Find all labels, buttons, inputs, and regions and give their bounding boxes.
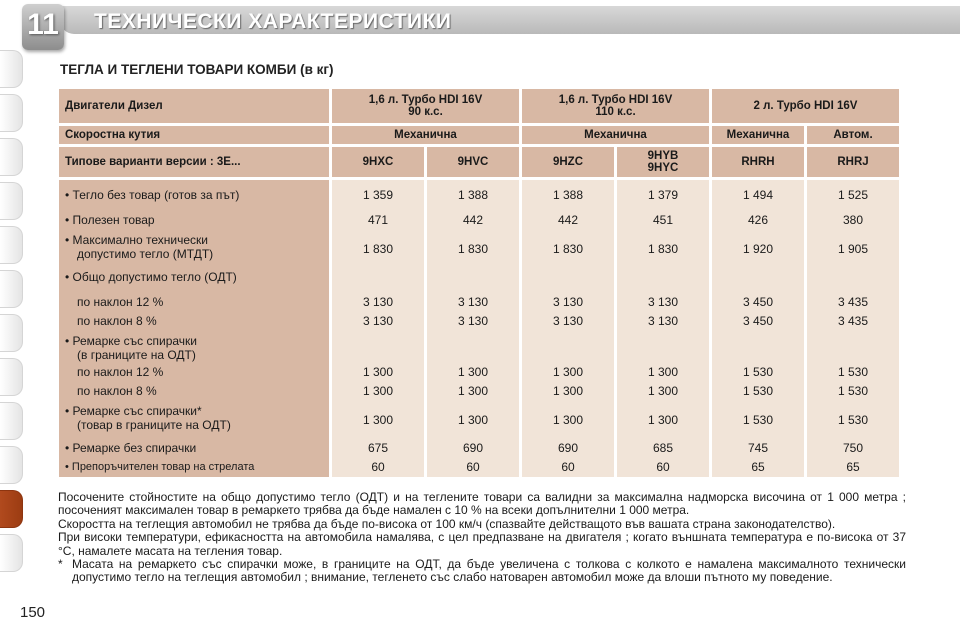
chapter-tab[interactable] bbox=[0, 50, 23, 88]
cell-value bbox=[617, 331, 709, 363]
cell-value bbox=[522, 331, 614, 363]
row-label: • Полезен товар bbox=[65, 213, 155, 227]
cell-value: 3 130 bbox=[647, 295, 679, 309]
footnote bbox=[58, 558, 906, 585]
chapter-tab[interactable] bbox=[0, 446, 23, 484]
value-column bbox=[712, 180, 804, 477]
engine-header: 1,6 л. Турбо HDI 16V 110 к.с. bbox=[522, 89, 709, 123]
value-column bbox=[332, 180, 424, 477]
cell-value: 1 530 bbox=[837, 413, 869, 427]
cell-value: 1 830 bbox=[362, 242, 394, 256]
cell-value: 1 920 bbox=[742, 242, 774, 256]
cell-value: 3 130 bbox=[647, 314, 679, 328]
cell-value: 426 bbox=[747, 213, 769, 227]
cell-value: 1 388 bbox=[457, 188, 489, 202]
cell-value: 1 379 bbox=[647, 188, 679, 202]
cell-value: 675 bbox=[367, 441, 389, 455]
cell-value: 60 bbox=[561, 460, 575, 474]
cell-value: 690 bbox=[557, 441, 579, 455]
row-label: по наклон 12 % bbox=[77, 365, 164, 379]
chapter-tab[interactable] bbox=[0, 534, 23, 572]
cell-value: 3 130 bbox=[457, 314, 489, 328]
cell-value: 1 300 bbox=[647, 365, 679, 379]
cell-value: 685 bbox=[652, 441, 674, 455]
footnote-text: Масата на ремаркето със спирачки може, в границите на ОДТ, да бъде увеличена с толкова с колкото е намалена максималното технически допустимо тегло на теглещия автомобил ; внимание, тегленето със слабо натоварен автомобил може да влоши пътното му поведение. bbox=[72, 557, 906, 585]
cell-value: 1 830 bbox=[552, 242, 584, 256]
cell-value: 3 130 bbox=[552, 314, 584, 328]
versions-header-label: Типове варианти версии : 3E... bbox=[59, 147, 329, 177]
cell-value: 1 530 bbox=[837, 365, 869, 379]
cell-value: 471 bbox=[367, 213, 389, 227]
value-column bbox=[807, 180, 899, 477]
engine-header: 2 л. Турбо HDI 16V bbox=[712, 89, 899, 123]
chapter-tab[interactable] bbox=[0, 402, 23, 440]
table-title: ТЕГЛА И ТЕГЛЕНИ ТОВАРИ КОМБИ (в кг) bbox=[60, 62, 334, 77]
cell-value: 1 300 bbox=[457, 365, 489, 379]
gearbox-header-label: Скоростна кутия bbox=[59, 126, 329, 144]
cell-value: 60 bbox=[466, 460, 480, 474]
cell-value: 1 300 bbox=[647, 384, 679, 398]
note-paragraph: При високи температури, ефикасността на автомобила намалява, с цел предпазване на двигателя ; когато външната температура е по-висока от 37 °C, намалете масата на тегления товар. bbox=[58, 530, 906, 558]
cell-value: 3 130 bbox=[362, 295, 394, 309]
cell-value: 451 bbox=[652, 213, 674, 227]
gearbox-header: Автом. bbox=[807, 126, 899, 144]
cell-value: 65 bbox=[751, 460, 765, 474]
cell-value: 3 450 bbox=[742, 295, 774, 309]
chapter-tab[interactable] bbox=[0, 270, 23, 308]
row-label: • Ремарке със спирачки* (товар в границите на ОДТ) bbox=[65, 404, 231, 432]
cell-value: 1 300 bbox=[552, 413, 584, 427]
cell-value: 1 530 bbox=[742, 384, 774, 398]
chapter-tab[interactable] bbox=[0, 358, 23, 396]
version-header: 9HXC bbox=[332, 147, 424, 177]
cell-value bbox=[807, 331, 899, 363]
cell-value: 1 359 bbox=[362, 188, 394, 202]
cell-value bbox=[522, 268, 614, 287]
cell-value bbox=[332, 331, 424, 363]
cell-value: 442 bbox=[462, 213, 484, 227]
chapter-tab[interactable] bbox=[0, 94, 23, 132]
chapter-tab-active[interactable] bbox=[0, 490, 23, 528]
cell-value: 442 bbox=[557, 213, 579, 227]
row-label: • Общо допустимо тегло (ОДТ) bbox=[65, 270, 237, 284]
chapter-tab[interactable] bbox=[0, 314, 23, 352]
cell-value: 1 300 bbox=[647, 413, 679, 427]
cell-value: 1 300 bbox=[362, 365, 394, 379]
chapter-number: 11 bbox=[27, 8, 59, 41]
cell-value: 60 bbox=[656, 460, 670, 474]
cell-value: 1 300 bbox=[362, 413, 394, 427]
notes bbox=[58, 491, 906, 585]
cell-value: 1 830 bbox=[457, 242, 489, 256]
row-label: по наклон 8 % bbox=[77, 314, 157, 328]
cell-value: 380 bbox=[842, 213, 864, 227]
cell-value: 1 530 bbox=[742, 413, 774, 427]
cell-value: 750 bbox=[842, 441, 864, 455]
cell-value: 1 300 bbox=[552, 365, 584, 379]
gearbox-header: Механична bbox=[712, 126, 804, 144]
cell-value: 1 530 bbox=[837, 384, 869, 398]
cell-value: 1 830 bbox=[647, 242, 679, 256]
cell-value: 60 bbox=[371, 460, 385, 474]
cell-value: 1 525 bbox=[837, 188, 869, 202]
cell-value: 3 130 bbox=[362, 314, 394, 328]
chapter-tab[interactable] bbox=[0, 138, 23, 176]
cell-value: 690 bbox=[462, 441, 484, 455]
cell-value: 1 388 bbox=[552, 188, 584, 202]
version-header: RHRJ bbox=[807, 147, 899, 177]
cell-value: 1 530 bbox=[742, 365, 774, 379]
cell-value bbox=[427, 331, 519, 363]
cell-value: 745 bbox=[747, 441, 769, 455]
chapter-tab[interactable] bbox=[0, 182, 23, 220]
version-header: 9HVC bbox=[427, 147, 519, 177]
cell-value: 1 300 bbox=[457, 384, 489, 398]
cell-value: 1 905 bbox=[837, 242, 869, 256]
cell-value bbox=[807, 268, 899, 287]
page-number: 150 bbox=[20, 604, 46, 621]
chapter-tabs bbox=[0, 50, 34, 578]
cell-value: 1 300 bbox=[552, 384, 584, 398]
version-header: 9HYB 9HYC bbox=[617, 147, 709, 177]
version-header: 9HZC bbox=[522, 147, 614, 177]
cell-value bbox=[712, 331, 804, 363]
cell-value: 3 130 bbox=[457, 295, 489, 309]
row-label: • Ремарке без спирачки bbox=[65, 441, 197, 455]
engine-header: 1,6 л. Турбо HDI 16V 90 к.с. bbox=[332, 89, 519, 123]
value-column bbox=[427, 180, 519, 477]
chapter-title: ТЕХНИЧЕСКИ ХАРАКТЕРИСТИКИ bbox=[94, 10, 452, 33]
footnote-mark: * bbox=[58, 557, 63, 572]
chapter-tab[interactable] bbox=[0, 226, 23, 264]
note-paragraph: Посочените стойностите на общо допустимо тегло (ОДТ) и на теглените товари са валидни за максимална надморска височина от 1 000 метра ; посоченият максимален товар в ремаркето трябва да бъде намален с 10 % на всеки допълнителни 1 000 метра. bbox=[58, 490, 906, 518]
cell-value: 1 494 bbox=[742, 188, 774, 202]
cell-value bbox=[712, 268, 804, 287]
row-labels bbox=[59, 180, 329, 477]
cell-value: 3 130 bbox=[552, 295, 584, 309]
spec-table bbox=[56, 86, 902, 480]
cell-value bbox=[617, 268, 709, 287]
cell-value: 3 435 bbox=[837, 295, 869, 309]
cell-value: 1 300 bbox=[457, 413, 489, 427]
value-column bbox=[522, 180, 614, 477]
row-label: • Ремарке със спирачки (в границите на ОДТ) bbox=[65, 334, 197, 362]
value-column bbox=[617, 180, 709, 477]
note-paragraph: Скоростта на теглещия автомобил не трябва да бъде по-висока от 100 км/ч (спазвайте действащото във вашата страна законодателство). bbox=[58, 516, 836, 531]
gearbox-header: Механична bbox=[522, 126, 709, 144]
version-header: RHRH bbox=[712, 147, 804, 177]
cell-value: 3 435 bbox=[837, 314, 869, 328]
cell-value: 65 bbox=[846, 460, 860, 474]
row-label: • Максимално технически допустимо тегло (МТДТ) bbox=[65, 233, 214, 261]
engine-header-label: Двигатели Дизел bbox=[59, 89, 329, 123]
row-label: по наклон 12 % bbox=[77, 295, 164, 309]
row-label: по наклон 8 % bbox=[77, 384, 157, 398]
cell-value bbox=[427, 268, 519, 287]
cell-value: 3 450 bbox=[742, 314, 774, 328]
gearbox-header: Механична bbox=[332, 126, 519, 144]
row-label: • Тегло без товар (готов за път) bbox=[65, 188, 240, 202]
cell-value: 1 300 bbox=[362, 384, 394, 398]
cell-value bbox=[332, 268, 424, 287]
row-label: • Препоръчителен товар на стрелата bbox=[65, 461, 255, 473]
